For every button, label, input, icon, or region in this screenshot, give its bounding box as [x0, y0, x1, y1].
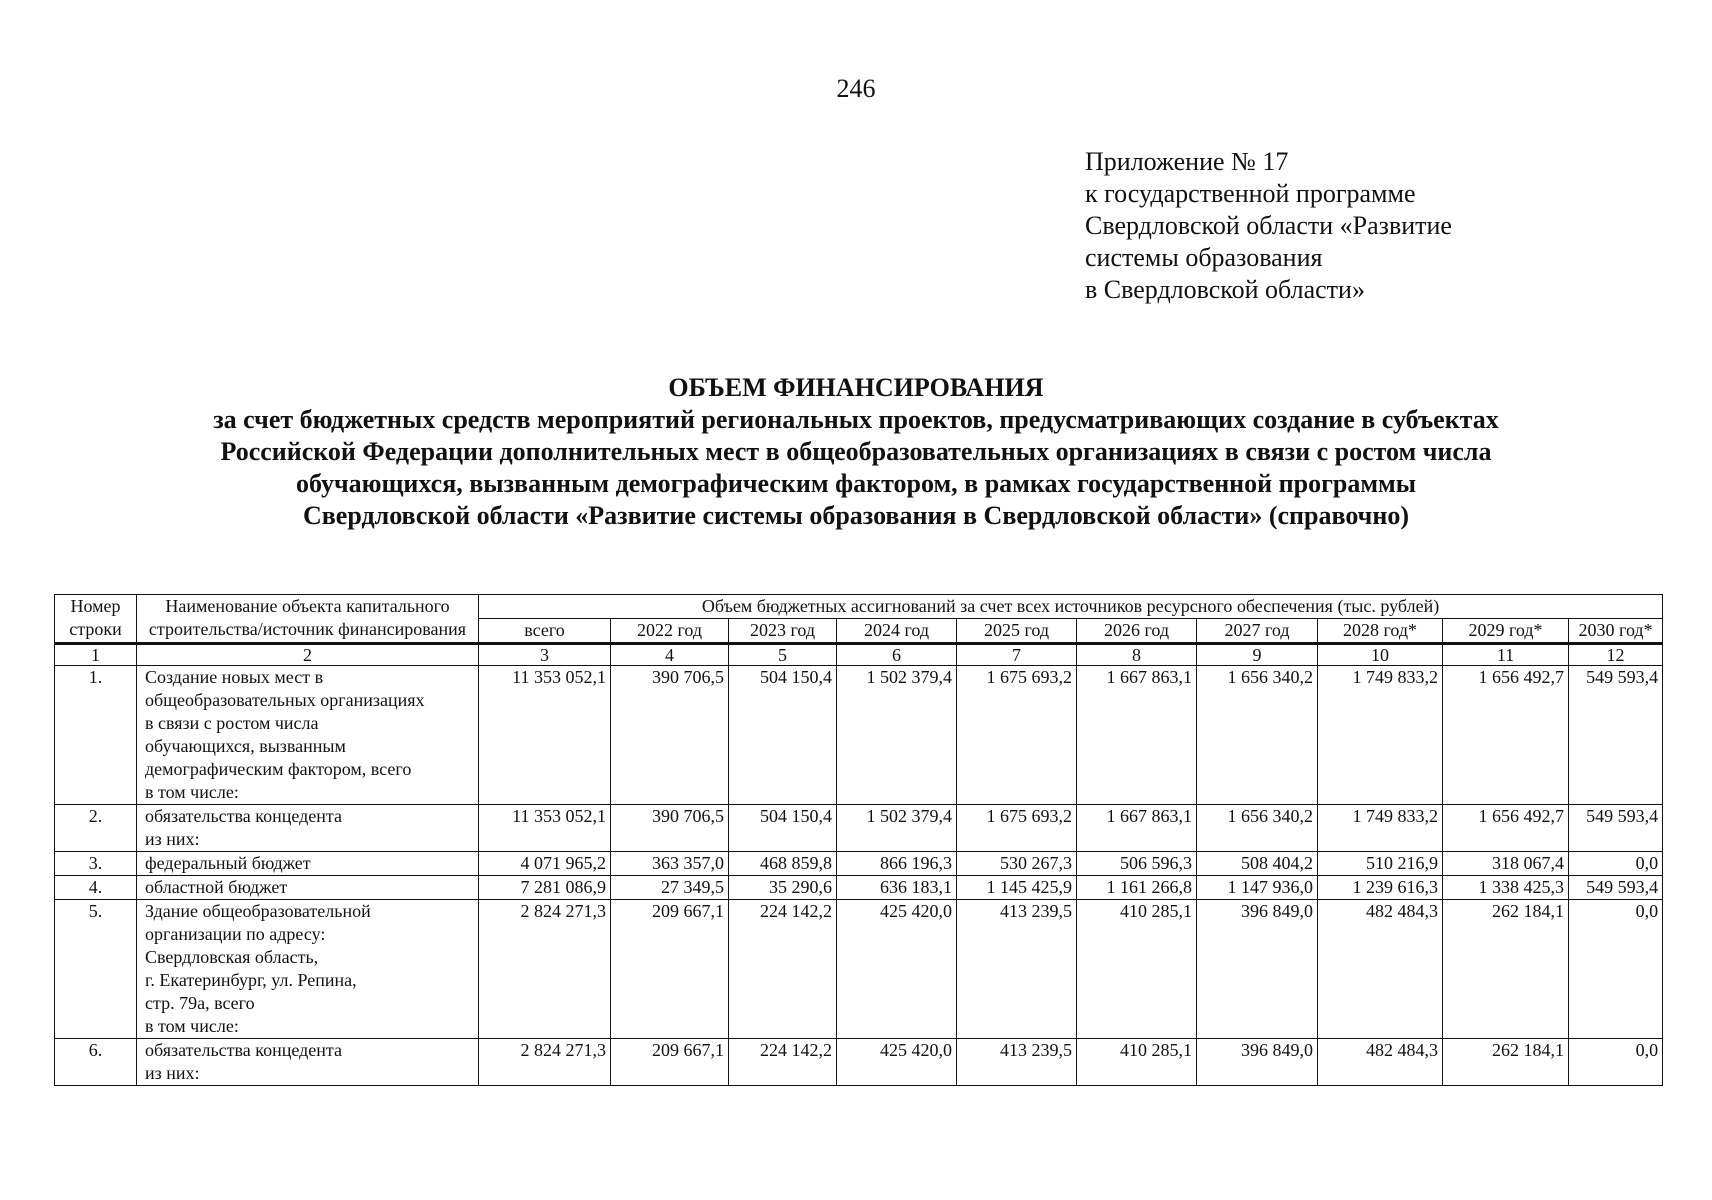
appendix-line: Свердловской области «Развитие	[1085, 211, 1452, 240]
title-line: Российской Федерации дополнительных мест в общеобразовательных организациях в связи с ростом числа	[220, 437, 1492, 466]
row-number: 5.	[55, 900, 137, 1039]
value-cell: 1 145 425,9	[957, 876, 1077, 900]
row-name-line: в том числе:	[145, 1016, 239, 1036]
row-name-line: г. Екатеринбург, ул. Репина,	[145, 970, 357, 990]
table-row	[55, 805, 1663, 852]
row-name-line: общеобразовательных организациях	[145, 690, 425, 710]
value-cell: 1 656 340,2	[1197, 805, 1318, 852]
value-cell: 549 593,4	[1569, 666, 1663, 805]
header-year: 2028 год*	[1318, 619, 1443, 644]
column-index: 7	[957, 644, 1077, 666]
value-cell: 7 281 086,9	[479, 876, 611, 900]
row-name-line: Здание общеобразовательной	[145, 901, 371, 921]
row-name	[137, 666, 479, 805]
value-cell: 318 067,4	[1443, 852, 1569, 876]
value-cell: 636 183,1	[837, 876, 957, 900]
header-year: 2023 год	[729, 619, 837, 644]
row-name-line: стр. 79а, всего	[145, 993, 255, 1013]
row-name-line: из них:	[145, 1063, 200, 1083]
row-name	[137, 805, 479, 852]
row-number: 6.	[55, 1039, 137, 1086]
column-index-row	[55, 644, 1663, 666]
title-line: обучающихся, вызванным демографическим фактором, в рамках государственной программы	[295, 469, 1417, 498]
row-name-line: в связи с ростом числа	[145, 713, 319, 733]
row-name	[137, 1039, 479, 1086]
row-number: 1.	[55, 666, 137, 805]
table-row	[55, 876, 1663, 900]
value-cell: 410 285,1	[1077, 1039, 1197, 1086]
value-cell: 1 749 833,2	[1318, 805, 1443, 852]
column-index: 4	[611, 644, 729, 666]
table-row	[55, 852, 1663, 876]
value-cell: 549 593,4	[1569, 876, 1663, 900]
value-cell: 390 706,5	[611, 805, 729, 852]
header-year: 2024 год	[837, 619, 957, 644]
row-name-line: Свердловская область,	[145, 947, 319, 967]
header-year: 2027 год	[1197, 619, 1318, 644]
value-cell: 413 239,5	[957, 900, 1077, 1039]
page-number: 246	[836, 74, 876, 103]
row-name-line: в том числе:	[145, 782, 239, 802]
header-budget-group: Объем бюджетных ассигнований за счет всех источников ресурсного обеспечения (тыс. рублей)	[479, 595, 1663, 619]
column-index: 11	[1443, 644, 1569, 666]
value-cell: 1 656 492,7	[1443, 805, 1569, 852]
appendix-line: к государственной программе	[1085, 179, 1416, 208]
value-cell: 1 667 863,1	[1077, 805, 1197, 852]
value-cell: 1 667 863,1	[1077, 666, 1197, 805]
value-cell: 413 239,5	[957, 1039, 1077, 1086]
row-name	[137, 900, 479, 1039]
value-cell: 0,0	[1569, 852, 1663, 876]
column-index: 5	[729, 644, 837, 666]
value-cell: 1 675 693,2	[957, 805, 1077, 852]
value-cell: 262 184,1	[1443, 1039, 1569, 1086]
value-cell: 549 593,4	[1569, 805, 1663, 852]
value-cell: 396 849,0	[1197, 1039, 1318, 1086]
column-index: 1	[55, 644, 137, 666]
column-index: 6	[837, 644, 957, 666]
value-cell: 425 420,0	[837, 1039, 957, 1086]
header-year: 2022 год	[611, 619, 729, 644]
column-index: 3	[479, 644, 611, 666]
value-cell: 482 484,3	[1318, 1039, 1443, 1086]
row-name-line: обязательства концедента	[145, 1040, 342, 1060]
table-row	[55, 666, 1663, 805]
header-object-name: Наименование объекта капитального строительства/источник финансирования	[137, 595, 479, 644]
value-cell: 1 502 379,4	[837, 666, 957, 805]
column-index: 10	[1318, 644, 1443, 666]
value-cell: 4 071 965,2	[479, 852, 611, 876]
value-cell: 1 502 379,4	[837, 805, 957, 852]
value-cell: 209 667,1	[611, 1039, 729, 1086]
appendix-line: Приложение № 17	[1085, 147, 1289, 176]
value-cell: 11 353 052,1	[479, 805, 611, 852]
value-cell: 1 656 492,7	[1443, 666, 1569, 805]
header-year: всего	[479, 619, 611, 644]
value-cell: 209 667,1	[611, 900, 729, 1039]
value-cell: 224 142,2	[729, 900, 837, 1039]
value-cell: 468 859,8	[729, 852, 837, 876]
value-cell: 1 656 340,2	[1197, 666, 1318, 805]
document-title	[0, 372, 1712, 532]
value-cell: 262 184,1	[1443, 900, 1569, 1039]
column-index: 8	[1077, 644, 1197, 666]
value-cell: 1 147 936,0	[1197, 876, 1318, 900]
value-cell: 2 824 271,3	[479, 900, 611, 1039]
value-cell: 11 353 052,1	[479, 666, 611, 805]
value-cell: 363 357,0	[611, 852, 729, 876]
header-year: 2026 год	[1077, 619, 1197, 644]
value-cell: 504 150,4	[729, 805, 837, 852]
value-cell: 508 404,2	[1197, 852, 1318, 876]
appendix-note	[1085, 146, 1452, 306]
row-name-line: Создание новых мест в	[145, 667, 324, 687]
value-cell: 410 285,1	[1077, 900, 1197, 1039]
value-cell: 1 161 266,8	[1077, 876, 1197, 900]
column-index: 9	[1197, 644, 1318, 666]
row-name-line: из них:	[145, 829, 200, 849]
value-cell: 530 267,3	[957, 852, 1077, 876]
row-number: 3.	[55, 852, 137, 876]
row-name	[137, 852, 479, 876]
value-cell: 0,0	[1569, 1039, 1663, 1086]
value-cell: 425 420,0	[837, 900, 957, 1039]
row-number: 4.	[55, 876, 137, 900]
column-index: 12	[1569, 644, 1663, 666]
title-line: ОБЪЕМ ФИНАНСИРОВАНИЯ	[668, 373, 1044, 402]
header-year: 2025 год	[957, 619, 1077, 644]
row-name-line: демографическим фактором, всего	[145, 759, 412, 779]
header-year: 2030 год*	[1569, 619, 1663, 644]
value-cell: 1 239 616,3	[1318, 876, 1443, 900]
column-index: 2	[137, 644, 479, 666]
appendix-line: в Свердловской области»	[1085, 275, 1365, 304]
row-name-line: обучающихся, вызванным	[145, 736, 346, 756]
value-cell: 224 142,2	[729, 1039, 837, 1086]
value-cell: 396 849,0	[1197, 900, 1318, 1039]
title-line: Свердловской области «Развитие системы образования в Свердловской области» (справочно)	[302, 501, 1409, 530]
value-cell: 1 749 833,2	[1318, 666, 1443, 805]
value-cell: 506 596,3	[1077, 852, 1197, 876]
row-name	[137, 876, 479, 900]
value-cell: 35 290,6	[729, 876, 837, 900]
value-cell: 1 675 693,2	[957, 666, 1077, 805]
table-row	[55, 900, 1663, 1039]
value-cell: 510 216,9	[1318, 852, 1443, 876]
value-cell: 2 824 271,3	[479, 1039, 611, 1086]
table-body	[55, 644, 1663, 1086]
row-name-line: федеральный бюджет	[145, 853, 311, 873]
financing-table	[54, 594, 1663, 1086]
table-row	[55, 1039, 1663, 1086]
value-cell: 482 484,3	[1318, 900, 1443, 1039]
value-cell: 866 196,3	[837, 852, 957, 876]
row-name-line: областной бюджет	[145, 877, 288, 897]
value-cell: 390 706,5	[611, 666, 729, 805]
row-name-line: организации по адресу:	[145, 924, 326, 944]
value-cell: 1 338 425,3	[1443, 876, 1569, 900]
table-header	[55, 595, 1663, 644]
header-row-number: Номер строки	[55, 595, 137, 644]
appendix-line: системы образования	[1085, 243, 1323, 272]
header-year: 2029 год*	[1443, 619, 1569, 644]
value-cell: 504 150,4	[729, 666, 837, 805]
row-name-line: обязательства концедента	[145, 806, 342, 826]
title-line: за счет бюджетных средств мероприятий региональных проектов, предусматривающих создание в субъектах	[213, 405, 1499, 434]
value-cell: 0,0	[1569, 900, 1663, 1039]
value-cell: 27 349,5	[611, 876, 729, 900]
row-number: 2.	[55, 805, 137, 852]
